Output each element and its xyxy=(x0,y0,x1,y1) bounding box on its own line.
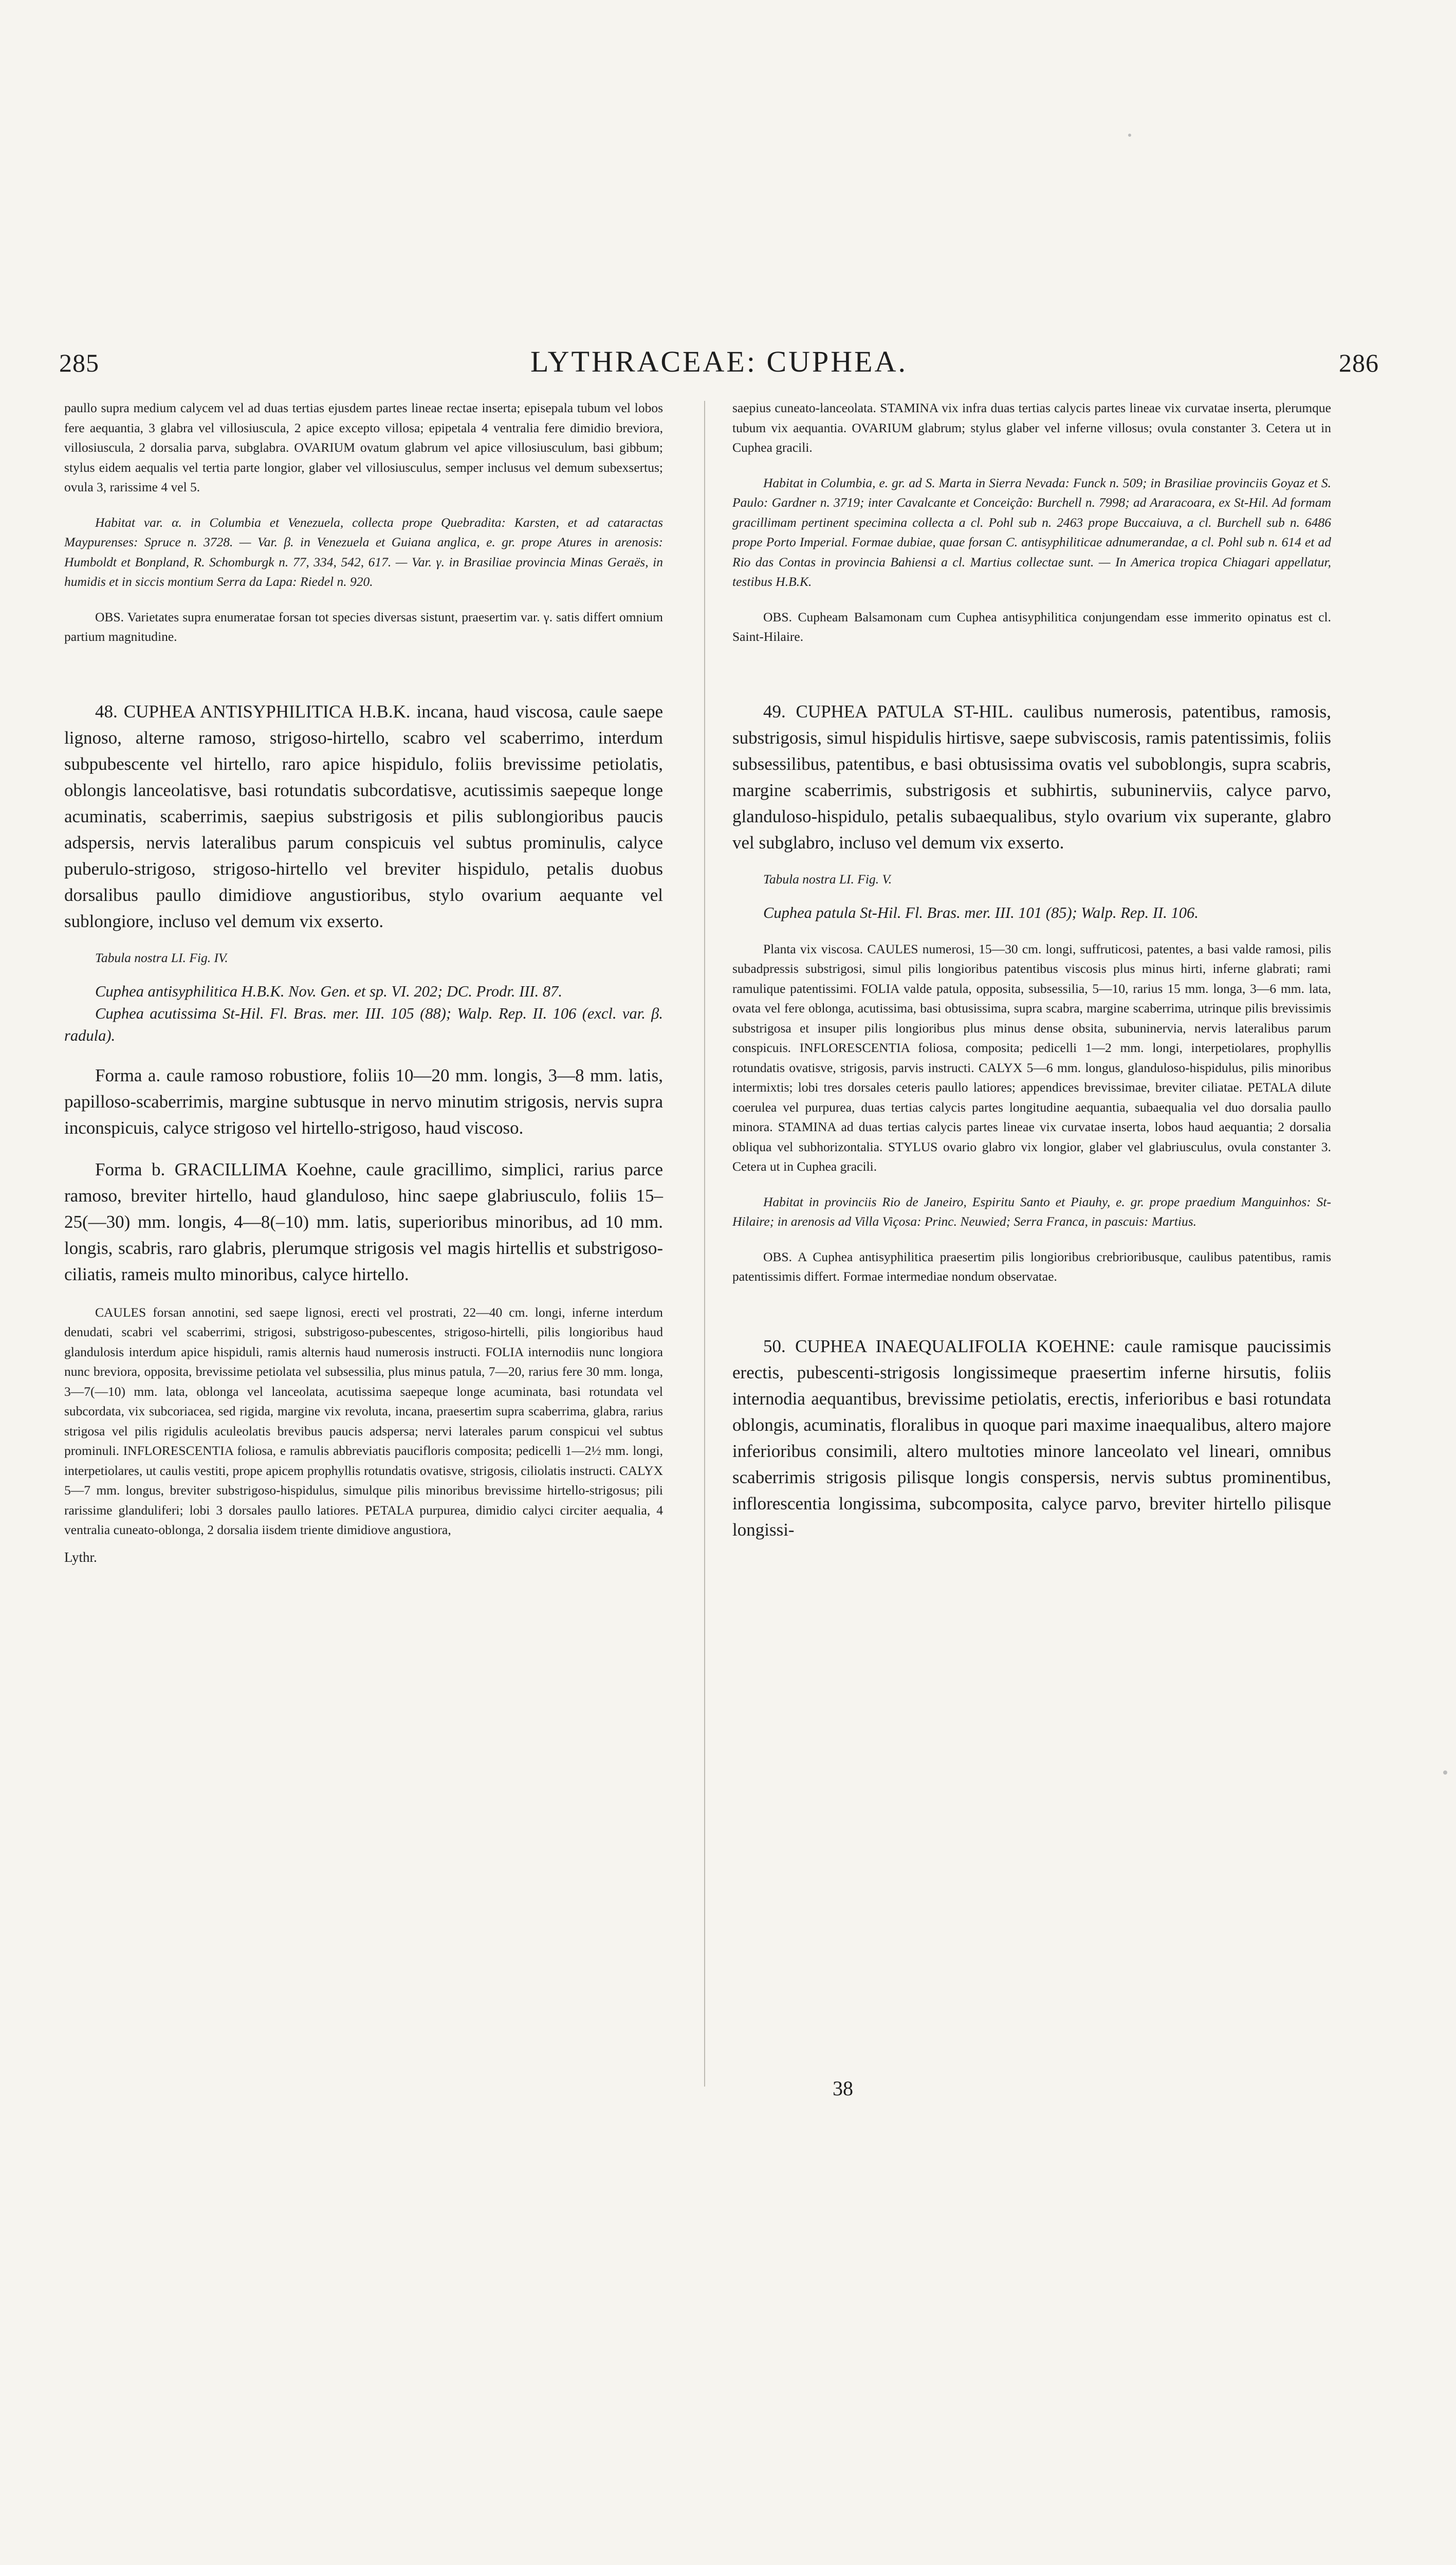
running-title: LYTHRACEAE: CUPHEA. xyxy=(530,345,908,378)
forma-a-paragraph: Forma a. caule ramoso robustiore, foliis 10—20 mm. longis, 3—8 mm. latis, papilloso-scaberrimis, margine subtusque in nervo minutim strigosis, nervis supra inconspicuis, calyce strigoso vel hirtello-strigoso, haud viscoso. xyxy=(64,1065,663,1138)
right-column xyxy=(732,398,1331,1543)
species-48-tabula: Tabula nostra LI. Fig. IV. xyxy=(95,950,228,965)
species-48-description: CAULES forsan annotini, sed saepe lignosi, erecti vel prostrati, 22—40 cm. longi, inferne interdum denudati, scabri vel scaberrimi, strigosi, substrigoso-pubescentes, strigoso-hirtelli, pilis longioribus haud glandulosis interdum apice hispiduli, ramis alternis haud numerosis instructi. FOLIA internodiis nunc longiora nunc breviora, opposita, brevissime petiolata vel subsessilia, plus minus patula, 7—20, rarius fere 30 mm. longa, 3—7(—10) mm. lata, oblonga vel lanceolata, acutissima saepeque longe acuminata, basi rotundata vel subcordata, vix subcoriacea, sed rigida, margine vix revoluta, incana, praesertim supra scaberrima, glabra, rarius strigosa vel pilis rigidulis aculeolatis brevibus paucis adspersa; nervi laterales parum conspicui vel subtus prominuli. INFLORESCENTIA foliosa, e ramulis abbreviatis paucifloris composita; pedicelli 1—2½ mm. longi, interpetiolares, ut caulis vestiti, prope apicem prophyllis rotundatis ovatisve, strigosis, ciliolatis instructi. CALYX 5—7 mm. longus, breviter substrigoso-hispidulus, simulque pilis minoribus brevissime hirtello-strigosus; pili rarissime glanduliferi; lobi 3 dorsales paullo latiores. PETALA purpurea, dimidio calyci circiter aequalia, 4 ventralia cuneato-oblonga, 2 dorsalia iisdem triente dimidiove angustiora, xyxy=(64,1304,663,1537)
habitat-paragraph: Habitat var. α. in Columbia et Venezuela, collecta prope Quebradita: Karsten, et ad cataractas Maypurenses: Spruce n. 3728. — Var. β. in Venezuela et Guiana anglica, e. gr. prope Atures in arenosis: Humboldt et Bonpland, R. Schomburgk n. 77, 334, 542, 617. — Var. γ. in Brasiliae provincia Minas Geraës, in humidis et in siccis montium Serra da Lapa: Riedel n. 920. xyxy=(64,514,663,589)
page-number-right: 286 xyxy=(1339,348,1379,377)
forma-b-paragraph: Forma b. GRACILLIMA Koehne, caule gracillimo, simplici, rarius parce ramoso, breviter hirtello, haud glanduloso, hinc saepe glabriusculo, foliis 15–25(—30) mm. longis, 4—8(–10) mm. latis, superioribus minoribus, ad 10 mm. longis, scabris, raro glabris, plerumque strigosis vel magis hirtellis et substrigoso-ciliatis, rameis multo minoribus, calyce hirtello. xyxy=(64,1159,663,1284)
species-49-diagnosis: 49. CUPHEA PATULA ST-HIL. caulibus numerosis, patentibus, ramosis, substrigosis, simul hispidulis hirtisve, saepe subviscosis, ramis patentissimis, foliis subsessilibus, patentibus, e basi obtusissima ovatis vel suboblongis, supra scabris, margine scaberrimis, substrigosis et subhirtis, subuninerviis, calyce parvo, glanduloso-hispidulo, petalis subaequalibus, stylo ovarium vix superante, glabro vel subglabro, incluso vel demum vix exserto. xyxy=(732,701,1331,853)
column-divider xyxy=(704,401,705,2087)
observation-paragraph: OBS. Varietates supra enumeratae forsan tot species diversas sistunt, praesertim var. γ. satis differt omnium partium magnitudine. xyxy=(64,609,663,644)
page-header xyxy=(59,344,1379,385)
left-column xyxy=(64,398,663,1565)
species-49-observation: OBS. A Cuphea antisyphilitica praesertim pilis longioribus crebrioribusque, caulibus patentibus, ramis patentissimis differt. Formae intermediae nondum observatae. xyxy=(732,1249,1331,1284)
species-49-habitat: Habitat in provinciis Rio de Janeiro, Espiritu Santo et Piauhy, e. gr. prope praedium Manguinhos: St-Hilaire; in arenosis ad Villa Viçosa: Princ. Neuwied; Serra Franca, in pascuis: Martius. xyxy=(732,1194,1331,1229)
page-number-left: 285 xyxy=(59,348,99,377)
species-48-diagnosis: 48. CUPHEA ANTISYPHILITICA H.B.K. incana, haud viscosa, caule saepe lignoso, alterne ramoso, strigoso-hirtello, scabro vel scaberrimo, interdum subpubescente vel hirtello, raro apice hispidulo, foliis brevissime petiolatis, oblongis lanceolatisve, basi rotundatis subcordatisve, acutissimis saepeque longe acuminatis, scaberrimis, saepius substrigosis et pilis sublongioribus paucis adspersis, nervis lateralibus parum conspicuis vel subtus prominulis, calyce puberulo-strigoso, strigoso-hirtello vel breviter hispidulo, petalis duobus dorsalibus paullo dimidiove angustioribus, stylo ovarium aequante vel sublongiore, incluso vel demum vix exserto. xyxy=(64,701,663,931)
species-49-tabula: Tabula nostra LI. Fig. V. xyxy=(763,871,892,887)
habitat-paragraph-right: Habitat in Columbia, e. gr. ad S. Marta in Sierra Nevada: Funck n. 509; in Brasiliae provinciis Goyaz et S. Paulo: Gardner n. 3719; inter Cavalcante et Conceição: Burchell n. 7998; ad Araracoara, ex St-Hil. Ad formam gracillimam pertinent specimina collecta a cl. Pohl sub n. 2463 prope Buccaiuva, a cl. Burchell sub n. 6486 prope Porto Imperial. Formae dubiae, quae forsan C. antisyphiliticae adnumerandae, a cl. Pohl sub n. 614 et ad Rio das Contas in provincia Bahiensi a cl. Martius collectae sunt. — In America tropica Chiagari appellatur, testibus H.B.K. xyxy=(732,475,1331,589)
species-49-description: Planta vix viscosa. CAULES numerosi, 15—30 cm. longi, suffruticosi, patentes, a basi valde ramosi, pilis subadpressis substrigosi, simul pilis longioribus patentibus viscosis plus minus hirti, inferne glabrati; rami ramulique patentissimi. FOLIA valde patula, opposita, subsessilia, 5—10, rarius 15 mm. longa, 3—6 mm. lata, ovata vel fere oblonga, acutissima, basi obtusissima, supra scabra, margine scaberrima, utrinque pilis brevissimis substrigosa et insuper pilis longioribus plus minus dense obsita, subuninervia, nervis lateralibus parum conspicuis. INFLORESCENTIA foliosa, composita; pedicelli 1—2 mm. longi, interpetiolares, prophyllis rotundatis ovatisve, strigosis, parvis instructi. CALYX 5—6 mm. longus, glanduloso-hispidulus, pilis minoribus intermixtis; lobi tres dorsales ceteris paullo latiores; appendices brevissimae, breviter ciliatae. PETALA dilute coerulea vel purpurea, duas tertias calycis partes longitudine aequantia, subaequalia vel duo dorsalia paullo minora. STAMINA ad duas tertias calycis partes lineae vix curvatae inserta, lobos haud aequantia; 2 dorsalia obliqua vel subhorizontalia. STYLUS ovario glabro vix longior, glaber vel glabriusculus, ovula constanter 3. Cetera ut in Cuphea gracili. xyxy=(732,941,1331,1174)
continued-description-right: saepius cuneato-lanceolata. STAMINA vix infra duas tertias calycis partes lineae vix curvatae inserta, plerumque tubum vix aequantia. OVARIUM glabrum; stylus glaber vel inferne villosus; ovula constanter 3. Cetera ut in Cuphea gracili. xyxy=(732,400,1331,455)
continued-description: paullo supra medium calycem vel ad duas tertias ejusdem partes lineae rectae inserta; episepala tubum vel lobos fere aequantia, 3 glabra vel villosiuscula, 2 apice excepto villosa; epipetala 4 ventralia fere dimidio breviora, villosiuscula, 2 dorsalia parva, subglabra. OVARIUM ovatum glabrum vel apice villosiusculum, basi gibbum; stylus eidem aequalis vel tertia parte longior, glaber vel villosiusculus, semper inclusus vel demum subexsertus; ovula 3, rarissime 4 vel 5. xyxy=(64,400,663,494)
species-49-reference: Cuphea patula St-Hil. Fl. Bras. mer. III. 101 (85); Walp. Rep. II. 106. xyxy=(763,903,1199,921)
signature-mark-left: Lythr. xyxy=(64,1549,97,1565)
species-50-diagnosis: 50. CUPHEA INAEQUALIFOLIA KOEHNE: caule ramisque paucissimis erectis, pubescenti-strigosis longissimeque praesertim inferne hirsutis, foliis internodia aequantibus, brevissime petiolatis, erectis, inferioribus e basi rotundata oblongis, acuminatis, floralibus in quoque pari maxime inaequalibus, altero majore inferioribus consimili, altero multoties minore lanceolato vel lineari, omnibus scaberrimis strigosis pilisque longis conspersis, nervis subtus prominentibus, inflorescentia longissima, subcomposita, calyce parvo, breviter hirtello pilisque longissi- xyxy=(732,1336,1331,1540)
species-48-reference-1: Cuphea antisyphilitica H.B.K. Nov. Gen. et sp. VI. 202; DC. Prodr. III. 87. xyxy=(95,982,562,1000)
species-48-reference-2: Cuphea acutissima St-Hil. Fl. Bras. mer. III. 105 (88); Walp. Rep. II. 106 (excl. var. β. radula). xyxy=(64,1004,663,1044)
signature-number: 38 xyxy=(833,2077,853,2100)
observation-paragraph-right: OBS. Cupheam Balsamonam cum Cuphea antisyphilitica conjungendam esse immerito opinatus est cl. Saint-Hilaire. xyxy=(732,609,1331,644)
scan-speck xyxy=(1443,1770,1447,1775)
scan-speck xyxy=(1128,134,1131,137)
